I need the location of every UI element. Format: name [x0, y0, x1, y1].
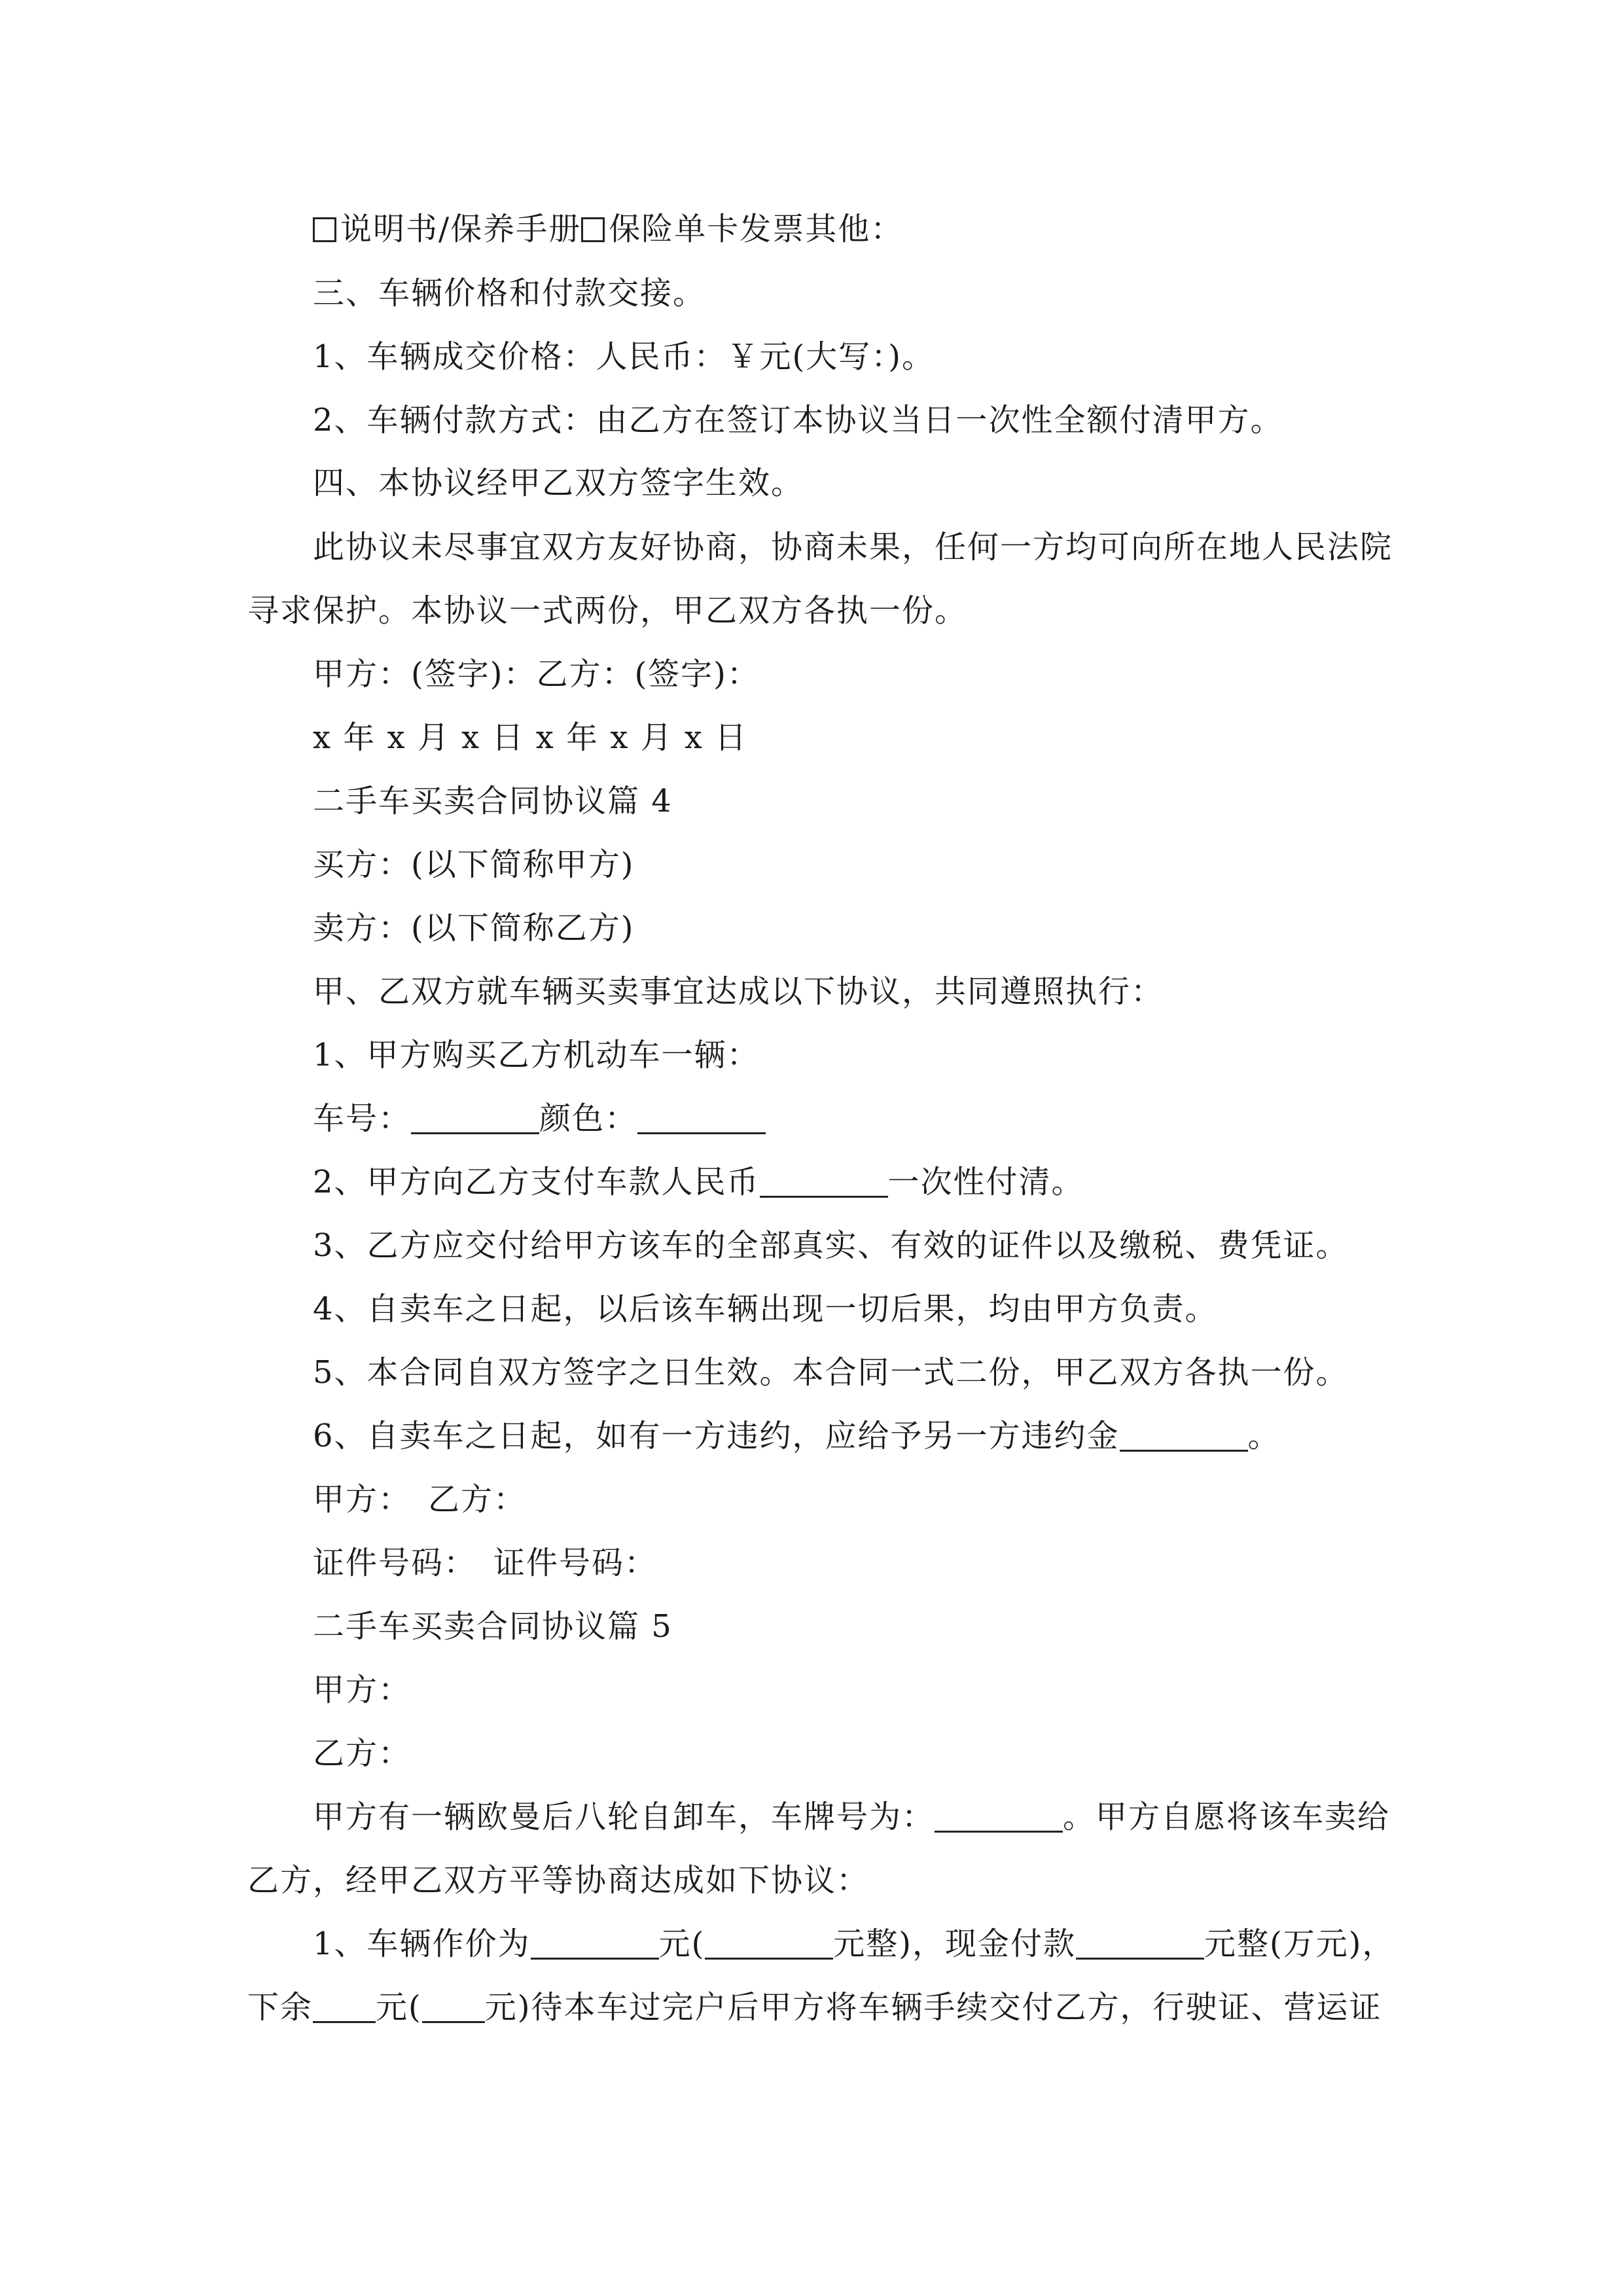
checkbox-icon: [581, 217, 605, 242]
id-number-line: 证件号码： 证件号码：: [313, 1545, 658, 1581]
clause: [313, 1924, 1395, 1964]
text-segment: 说明书/保养手册: [340, 211, 582, 247]
fill-in-blank: [637, 1101, 766, 1134]
clause: 5、本合同自双方签字之日生效。本合同一式二份，甲乙双方各执一份。: [313, 1354, 1349, 1391]
party-line: 乙方：: [313, 1735, 412, 1772]
party-line: 卖方：(以下简称乙方): [313, 910, 635, 946]
text-segment: 元整)，现金付款: [833, 1926, 1077, 1962]
paragraph: [313, 1797, 1390, 1837]
text-segment: 。甲方自愿将该车卖给: [1063, 1799, 1391, 1835]
clause: 1、甲方购买乙方机动车一辆：: [313, 1037, 760, 1073]
paragraph: 2、车辆付款方式：由乙方在签订本协议当日一次性全额付清甲方。: [313, 402, 1283, 439]
text-segment: 元(: [376, 1989, 422, 2026]
fill-in-blank: [422, 1990, 485, 2023]
fill-in-blank: [531, 1926, 659, 1960]
paragraph-checklist: [313, 209, 903, 249]
fill-in-blank: [313, 1990, 376, 2023]
contract-title: 二手车买卖合同协议篇 5: [313, 1608, 673, 1645]
clause: [313, 1162, 1084, 1202]
contract-title: 二手车买卖合同协议篇 4: [313, 783, 673, 819]
text-segment: 颜色：: [539, 1100, 638, 1137]
text-segment: 。: [1247, 1418, 1281, 1454]
clause: 3、乙方应交付给甲方该车的全部真实、有效的证件以及缴税、费凭证。: [313, 1227, 1349, 1264]
fill-in-blank: [411, 1101, 539, 1134]
date-line: x 年 x 月 x 日 x 年 x 月 x 日: [313, 719, 748, 756]
text-segment: 一次性付清。: [887, 1164, 1084, 1200]
paragraph-continuation: 寻求保护。本协议一式两份，甲乙双方各执一份。: [247, 592, 968, 629]
clause-fields: [313, 1099, 766, 1138]
paragraph: 1、车辆成交价格：人民币：￥元(大写：)。: [313, 338, 935, 375]
text-segment: 元)待本车过完户后甲方将车辆手续交付乙方，行驶证、营运证: [484, 1989, 1382, 2026]
text-segment: 元整(万元)，: [1204, 1926, 1395, 1962]
fill-in-blank: [760, 1164, 888, 1198]
fill-in-blank: [705, 1926, 833, 1960]
party-line: 买方：(以下简称甲方): [313, 846, 635, 883]
signature-line: 甲方： 乙方：: [313, 1481, 527, 1518]
paragraph: 甲、乙双方就车辆买卖事宜达成以下协议，共同遵照执行：: [313, 973, 1164, 1010]
signature-line: 甲方：(签字)：乙方：(签字)：: [313, 656, 760, 692]
text-segment: 元(: [658, 1926, 705, 1962]
fill-in-blank: [935, 1799, 1063, 1833]
section-heading: 三、车辆价格和付款交接。: [313, 275, 706, 312]
checkbox-icon: [313, 217, 336, 242]
text-segment: 2、甲方向乙方支付车款人民币: [313, 1164, 760, 1200]
text-segment: 下余: [247, 1989, 313, 2026]
clause: 4、自卖车之日起，以后该车辆出现一切后果，均由甲方负责。: [313, 1291, 1218, 1327]
text-segment: 车号：: [313, 1100, 412, 1137]
text-segment: 甲方有一辆欧曼后八轮自卸车，车牌号为：: [313, 1799, 935, 1835]
text-segment: 6、自卖车之日起，如有一方违约，应给予另一方违约金: [313, 1418, 1120, 1454]
section-heading: 四、本协议经甲乙双方签字生效。: [313, 465, 804, 501]
text-segment: 1、车辆作价为: [313, 1926, 531, 1962]
paragraph: 此协议未尽事宜双方友好协商，协商未果，任何一方均可向所在地人民法院: [313, 529, 1393, 565]
paragraph-continuation: 乙方，经甲乙双方平等协商达成如下协议：: [247, 1862, 870, 1899]
fill-in-blank: [1076, 1926, 1204, 1960]
paragraph-continuation: [247, 1988, 1382, 2027]
party-line: 甲方：: [313, 1672, 412, 1708]
clause: [313, 1416, 1281, 1456]
text-segment: 保险单卡发票其他：: [609, 211, 904, 247]
fill-in-blank: [1120, 1418, 1248, 1452]
